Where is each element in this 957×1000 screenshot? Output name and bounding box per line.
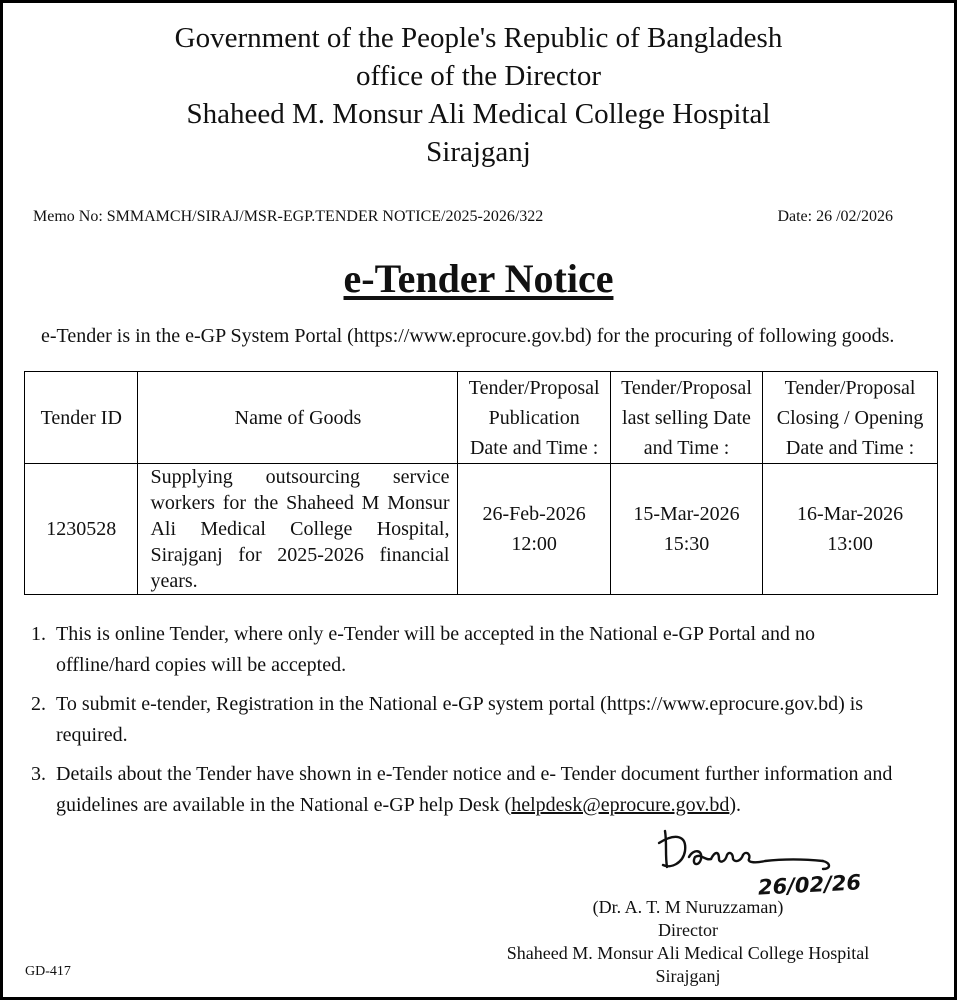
table-row bbox=[25, 464, 938, 595]
cell-closing: 16-Mar-2026 13:00 bbox=[763, 464, 938, 595]
signatory-block bbox=[498, 896, 878, 988]
signatory-location: Sirajganj bbox=[655, 966, 721, 986]
list-item: 2. To submit e-tender, Registration in the National e-GP system portal (https://www.eprocure.gov.bd) is required. bbox=[31, 693, 864, 746]
list-item: 1. This is online Tender, where only e-Tender will be accepted in the National e-GP Portal and no offline/hard copies will be accepted. bbox=[31, 623, 815, 676]
tender-table bbox=[24, 371, 938, 595]
header-last-selling: Tender/Proposal last selling Date and Time : bbox=[610, 372, 762, 464]
handwritten-date: 26/02/26 bbox=[757, 870, 862, 900]
instructions-list bbox=[31, 619, 911, 829]
city-name: Sirajganj bbox=[426, 136, 531, 168]
cell-last-selling: 15-Mar-2026 15:30 bbox=[610, 464, 762, 595]
helpdesk-email-link[interactable]: helpdesk@eprocure.gov.bd bbox=[511, 794, 730, 816]
intro-text: e-Tender is in the e-GP System Portal (https://www.eprocure.gov.bd) for the procuring of following goods. bbox=[41, 325, 895, 347]
office-line: office of the Director bbox=[355, 60, 602, 92]
header-publication: Tender/Proposal Publication Date and Time : bbox=[458, 372, 610, 464]
letterhead bbox=[3, 19, 954, 171]
hospital-name: Shaheed M. Monsur Ali Medical College Hospital bbox=[186, 98, 771, 130]
list-item: 3. Details about the Tender have shown in e-Tender notice and e- Tender document further information and guidelines are available in the National e-GP help Desk (helpdesk@eprocure.gov.bd). bbox=[31, 763, 893, 816]
signatory-name: (Dr. A. T. M Nuruzzaman) bbox=[592, 897, 784, 917]
header-tender-id: Tender ID bbox=[25, 372, 138, 464]
header-closing: Tender/Proposal Closing / Opening Date and Time : bbox=[763, 372, 938, 464]
cell-publication: 26-Feb-2026 12:00 bbox=[458, 464, 610, 595]
memo-number: Memo No: SMMAMCH/SIRAJ/MSR-EGP.TENDER NOTICE/2025-2026/322 bbox=[33, 208, 544, 225]
signatory-title: Director bbox=[658, 920, 718, 940]
signatory-organization: Shaheed M. Monsur Ali Medical College Hospital bbox=[506, 943, 870, 963]
table-header-row bbox=[25, 372, 938, 464]
government-line: Government of the People's Republic of Bangladesh bbox=[174, 22, 783, 54]
footer-code: GD-417 bbox=[25, 964, 71, 979]
header-goods: Name of Goods bbox=[138, 372, 458, 464]
cell-tender-id: 1230528 bbox=[25, 464, 138, 595]
cell-goods: Supplying outsourcing service workers for the Shaheed M Monsur Ali Medical College Hospital, Sirajganj for 2025-2026 financial years. bbox=[138, 464, 458, 595]
memo-date: Date: 26 /02/2026 bbox=[777, 208, 893, 225]
notice-title: e-Tender Notice bbox=[343, 256, 614, 301]
